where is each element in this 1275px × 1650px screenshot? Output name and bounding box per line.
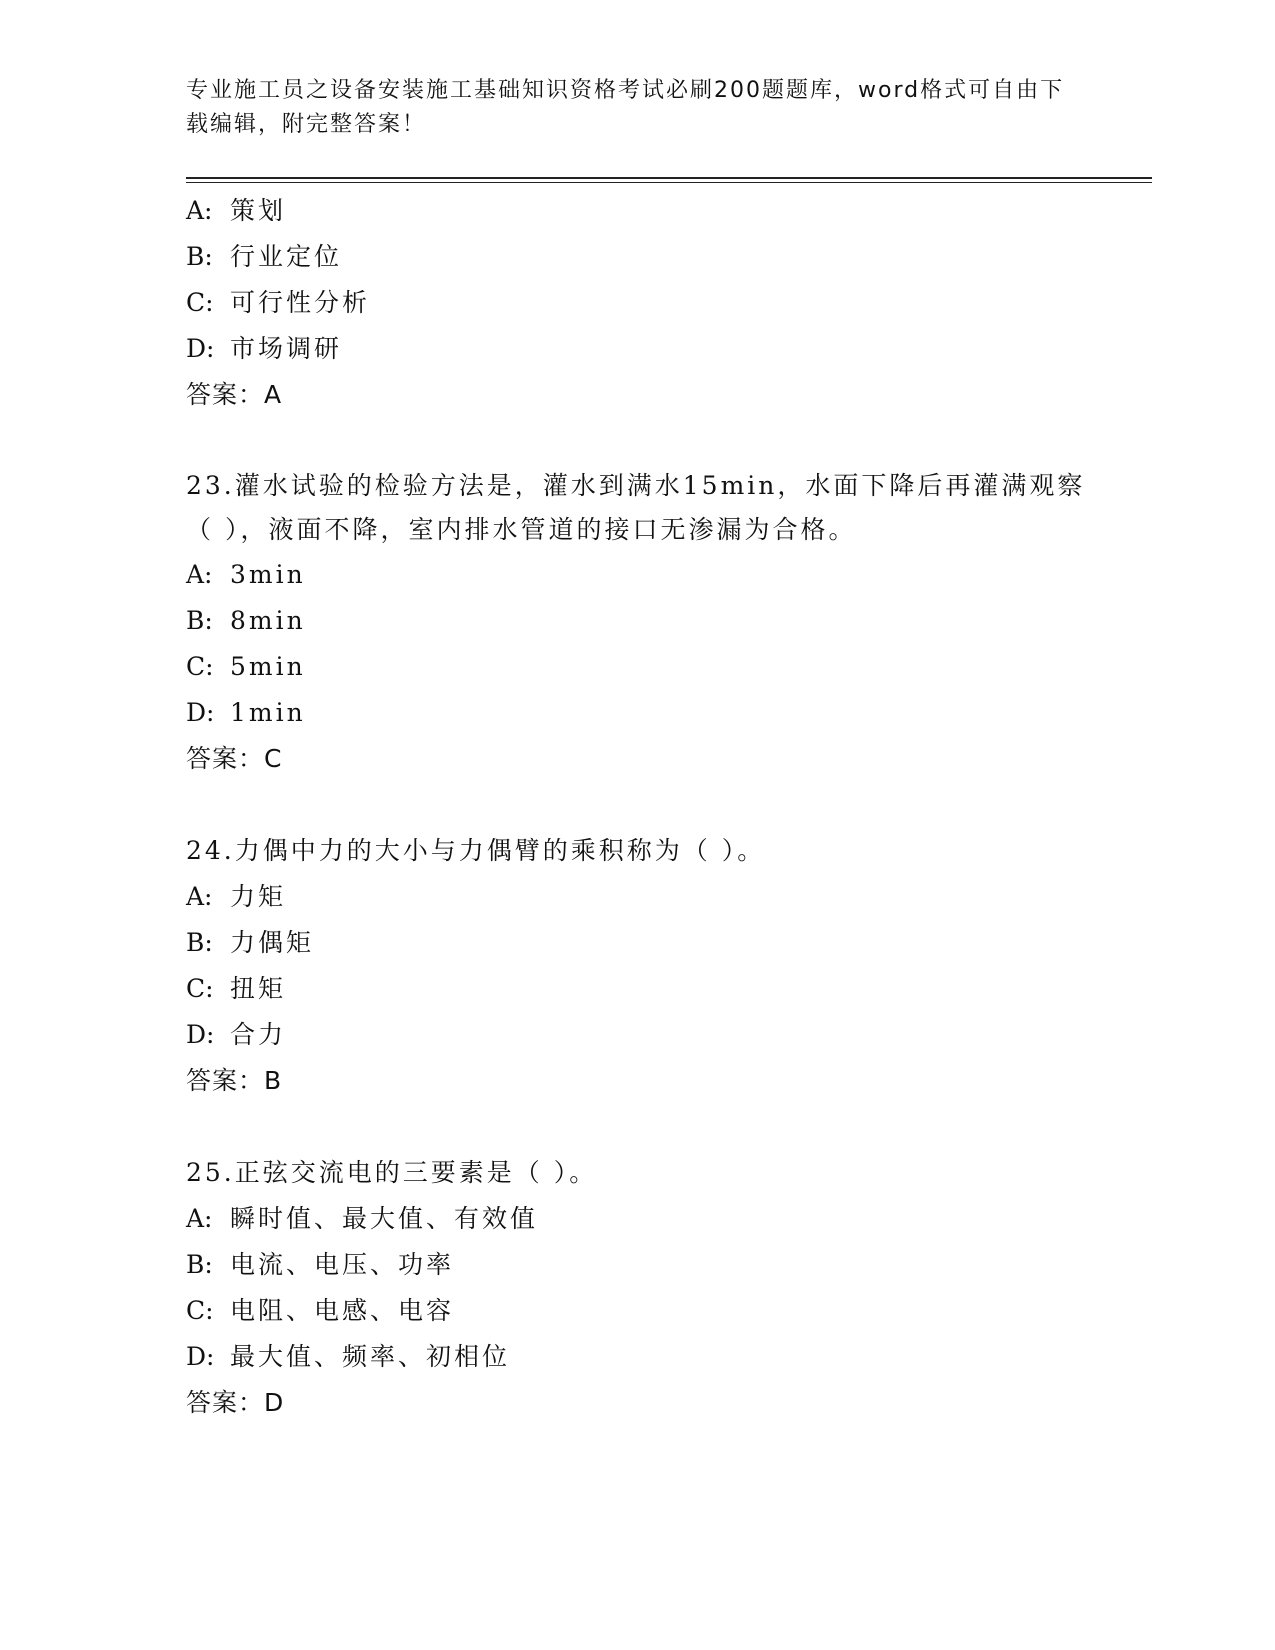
option-key: D: bbox=[186, 1020, 215, 1049]
option-key: B: bbox=[186, 1250, 213, 1279]
question-stem: 25.正弦交流电的三要素是（ ）。 bbox=[186, 1158, 598, 1187]
question-stem: 24.力偶中力的大小与力偶臂的乘积称为（ ）。 bbox=[186, 836, 766, 865]
option-text: 力矩 bbox=[230, 882, 287, 911]
option-text: 电阻、电感、电容 bbox=[230, 1296, 455, 1325]
option-key: D: bbox=[186, 698, 215, 727]
question-continued bbox=[186, 188, 1086, 418]
option-key: C: bbox=[186, 974, 214, 1003]
option-key: B: bbox=[186, 606, 213, 635]
option-text: 1min bbox=[230, 698, 306, 727]
option-a bbox=[186, 874, 1086, 920]
option-key: A: bbox=[186, 560, 213, 589]
option-text: 合力 bbox=[230, 1020, 287, 1049]
option-text: 策划 bbox=[230, 196, 287, 225]
option-key: C: bbox=[186, 1296, 214, 1325]
option-a bbox=[186, 188, 1086, 234]
option-text: 市场调研 bbox=[230, 334, 343, 363]
option-text: 最大值、频率、初相位 bbox=[230, 1342, 511, 1371]
option-a bbox=[186, 552, 1086, 598]
answer-line: 答案：D bbox=[186, 1388, 285, 1417]
option-c bbox=[186, 280, 1086, 326]
spacer bbox=[186, 418, 1086, 464]
header-divider-thin bbox=[186, 182, 1152, 183]
option-key: C: bbox=[186, 652, 214, 681]
option-text: 3min bbox=[230, 560, 306, 589]
document-title: 专业施工员之设备安装施工基础知识资格考试必刷200题题库，word格式可自由下载编辑，附完整答案！ bbox=[186, 78, 1065, 137]
option-key: D: bbox=[186, 1342, 215, 1371]
option-b bbox=[186, 598, 1086, 644]
answer-line: 答案：C bbox=[186, 744, 283, 773]
option-text: 行业定位 bbox=[230, 242, 343, 271]
option-c bbox=[186, 1288, 1086, 1334]
option-c bbox=[186, 966, 1086, 1012]
page-header bbox=[186, 74, 1086, 142]
option-d bbox=[186, 690, 1086, 736]
option-text: 8min bbox=[230, 606, 306, 635]
option-key: A: bbox=[186, 1204, 213, 1233]
question-24 bbox=[186, 828, 1086, 1104]
option-text: 力偶矩 bbox=[230, 928, 315, 957]
answer-line: 答案：A bbox=[186, 380, 283, 409]
option-d bbox=[186, 1012, 1086, 1058]
option-key: D: bbox=[186, 334, 215, 363]
spacer bbox=[186, 1104, 1086, 1150]
header-divider-thick bbox=[186, 177, 1152, 179]
option-b bbox=[186, 234, 1086, 280]
option-key: A: bbox=[186, 196, 213, 225]
answer-line: 答案：B bbox=[186, 1066, 283, 1095]
option-text: 扭矩 bbox=[230, 974, 287, 1003]
spacer bbox=[186, 782, 1086, 828]
question-23 bbox=[186, 464, 1086, 782]
option-c bbox=[186, 644, 1086, 690]
option-text: 瞬时值、最大值、有效值 bbox=[230, 1204, 539, 1233]
question-list bbox=[186, 188, 1086, 1426]
option-b bbox=[186, 1242, 1086, 1288]
option-text: 5min bbox=[230, 652, 306, 681]
option-b bbox=[186, 920, 1086, 966]
option-key: B: bbox=[186, 242, 213, 271]
option-key: B: bbox=[186, 928, 213, 957]
option-key: A: bbox=[186, 882, 213, 911]
question-25 bbox=[186, 1150, 1086, 1426]
option-d bbox=[186, 1334, 1086, 1380]
option-text: 可行性分析 bbox=[230, 288, 371, 317]
option-d bbox=[186, 326, 1086, 372]
option-key: C: bbox=[186, 288, 214, 317]
option-a bbox=[186, 1196, 1086, 1242]
question-stem: 23.灌水试验的检验方法是，灌水到满水15min，水面下降后再灌满观察（ ），液面不降，室内排水管道的接口无渗漏为合格。 bbox=[186, 471, 1086, 544]
option-text: 电流、电压、功率 bbox=[230, 1250, 455, 1279]
